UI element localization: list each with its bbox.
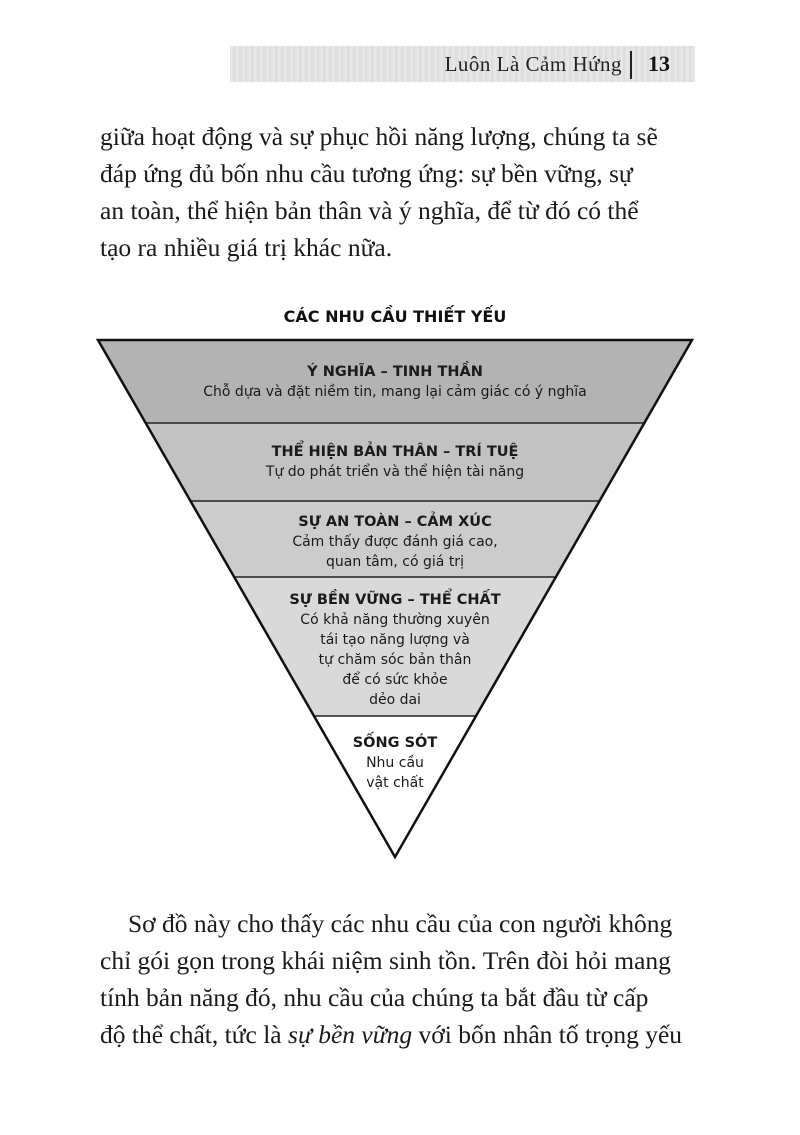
paragraph-bottom [100, 905, 700, 1053]
running-title: Luôn Là Cảm Hứng [444, 52, 622, 76]
text-line: giữa hoạt động và sự phục hồi năng lượng, chúng ta sẽ [100, 122, 658, 151]
level-description: Nhu cầu [366, 755, 424, 771]
level-description: Chỗ dựa và đặt niềm tin, mang lại cảm giác có ý nghĩa [203, 384, 587, 400]
level-title: THỂ HIỆN BẢN THÂN – TRÍ TUỆ [271, 444, 519, 460]
level-sustainability [0, 590, 790, 710]
level-description: dẻo dai [369, 692, 421, 708]
level-title: SỐNG SÓT [352, 735, 438, 751]
level-self-expression [0, 442, 790, 482]
page-number: 13 [648, 51, 670, 76]
level-survival [0, 733, 790, 793]
text-segment: độ thể chất, tức là [100, 1020, 289, 1049]
text-line: tạo ra nhiều giá trị khác nữa. [100, 233, 393, 262]
level-meaning [0, 362, 790, 402]
level-description: tái tạo năng lượng và [320, 632, 470, 648]
diagram-title: CÁC NHU CẦU THIẾT YẾU [283, 307, 507, 326]
level-description: để có sức khỏe [342, 672, 448, 688]
text-line-mixed [100, 1016, 700, 1053]
level-title: Ý NGHĨA – TINH THẦN [307, 364, 483, 380]
text-line: chỉ gói gọn trong khái niệm sinh tồn. Trên đòi hỏi mang [100, 946, 671, 975]
level-title: SỰ AN TOÀN – CẢM XÚC [298, 514, 492, 530]
level-description: quan tâm, có giá trị [326, 554, 464, 570]
level-description: tự chăm sóc bản thân [318, 652, 472, 668]
level-safety [0, 512, 790, 572]
text-line: tính bản năng đó, nhu cầu của chúng ta bắt đầu từ cấp [100, 983, 649, 1012]
level-title: SỰ BỀN VỮNG – THỂ CHẤT [289, 592, 501, 608]
text-segment: với bốn nhân tố trọng yếu [412, 1020, 683, 1049]
text-line: an toàn, thể hiện bản thân và ý nghĩa, để từ đó có thể [100, 196, 639, 225]
italic-term: sự bền vững [288, 1020, 413, 1049]
level-description: vật chất [366, 775, 424, 791]
level-description: Cảm thấy được đánh giá cao, [292, 534, 498, 550]
level-description: Có khả năng thường xuyên [300, 612, 490, 628]
text-line: Sơ đồ này cho thấy các nhu cầu của con người không [128, 909, 673, 938]
level-description: Tự do phát triển và thể hiện tài năng [265, 464, 525, 480]
text-line: đáp ứng đủ bốn nhu cầu tương ứng: sự bền vững, sự [100, 159, 633, 188]
